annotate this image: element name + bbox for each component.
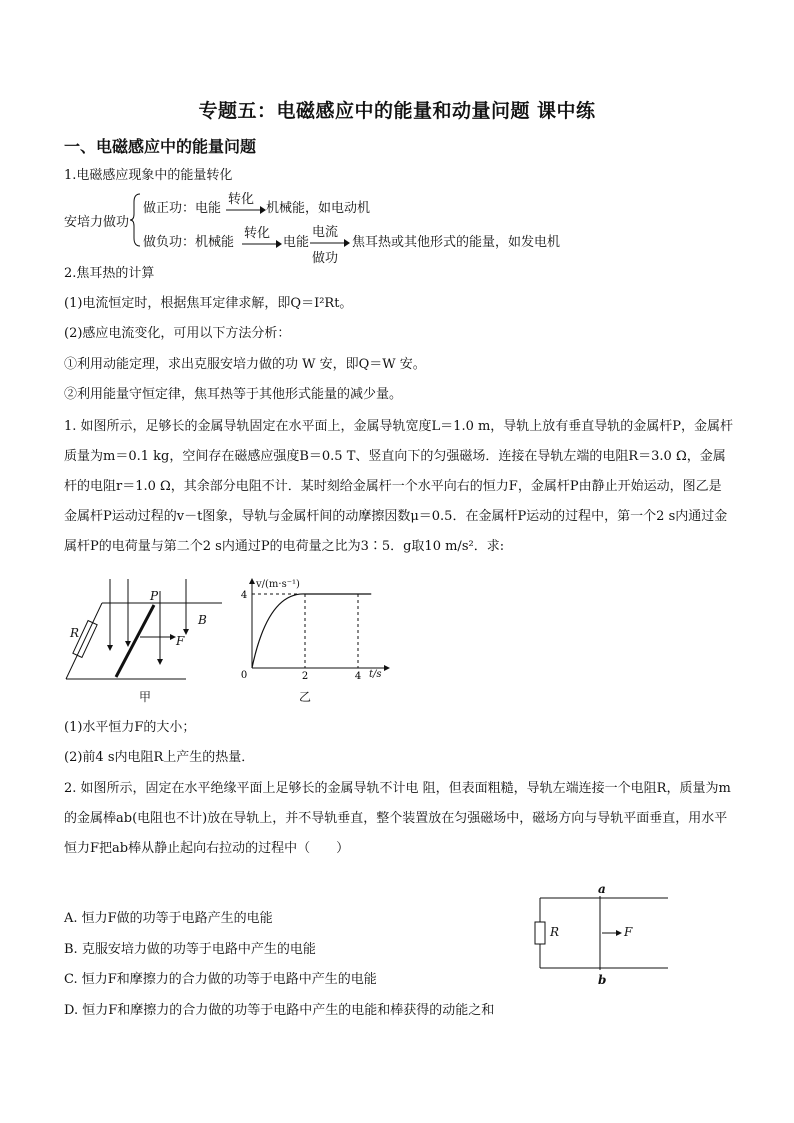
calc-line-2: (2)感应电流变化，可用以下方法分析： [64,326,291,341]
positive-work-suffix: 机械能，如电动机 [266,201,371,216]
label-R: R [70,626,80,640]
negative-work-suffix: 焦耳热或其他形式的能量，如发电机 [352,235,561,250]
chart-ylabel: v/(m·s⁻¹) [256,579,300,590]
figure-yi-caption: 乙 [299,690,312,704]
calc-line-1: (1)电流恒定时，根据焦耳定律求解，即Q＝I²Rt。 [64,296,353,311]
ampere-work-label: 安培力做功 [64,215,130,230]
figure-jia-caption: 甲 [139,690,152,704]
option-a[interactable]: A. 恒力F做的功等于电路产生的电能 [64,911,273,926]
question2-text: 2. 如图所示，固定在水平绝缘平面上足够长的金属导轨不计电 阻，但表面粗糙，导轨左端连接一个电阻R，质量为m的金属棒ab(电阻也不计)放在导轨上，并不导轨垂直，整个装置放在匀强磁场中，磁场方向与导轨平面垂直，用水平恒力F把ab棒从静止起向右拉动的过程中（ ） [64,781,731,856]
label-B: B [198,613,207,627]
option-b[interactable]: B. 克服安培力做的功等于电路中产生的电能 [64,942,316,957]
label-a: a [598,882,606,896]
option-c[interactable]: C. 恒力F和摩擦力的合力做的功等于电路中产生的电能 [64,972,377,987]
item1-heading: 1.电磁感应现象中的能量转化 [64,168,233,183]
section-heading-energy: 一、电磁感应中的能量问题 [64,137,257,156]
negative-arrow2-top: 电流 [312,225,339,240]
x-tick-label: 0 [240,670,248,681]
negative-work-mid: 电能 [283,235,310,250]
right-arrow-icon [242,239,282,249]
question1-text: 1. 如图所示，足够长的金属导轨固定在水平面上，金属导轨宽度L＝1.0 m，导轨上放有垂直导轨的金属杆P，金属杆质量为m＝0.1 kg，空间存在磁感应强度B＝0.5 T、竖直向下的匀强磁场．连接在导轨左端的电阻R＝3.0 Ω，金属杆的电阻r＝1.0 Ω，其余部分电阻不计．某时刻给金属杆一个水平向右的恒力F，金属杆P由静止开始运动，图乙是金属杆P运动过程的v－t图象，导轨与金属杆间的动摩擦因数μ＝0.5．在金属杆P运动的过程中，第一个2 s内通过金属杆P的电荷量与第二个2 s内通过P的电荷量之比为3∶5．g取10 m/s²．求: [64,419,734,554]
negative-arrow1-label: 转化 [244,226,271,241]
label-b: b [598,973,607,987]
series-line [252,594,371,668]
positive-arrow-label: 转化 [228,192,255,207]
item2-heading: 2.焦耳热的计算 [64,266,155,281]
label-F: F [176,634,185,648]
label-F-circuit: F [624,925,633,939]
page-title: 专题五：电磁感应中的能量和动量问题 课中练 [198,100,596,122]
brace-icon [130,192,142,248]
label-P: P [150,589,159,603]
x-tick-label: 4 [354,671,362,682]
vt-chart [234,578,394,683]
label-R-circuit: R [550,925,560,939]
x-tick-label: 2 [301,671,309,682]
option-d[interactable]: D. 恒力F和摩擦力的合力做的功等于电路中产生的电能和棒获得的动能之和 [64,1003,495,1018]
negative-work-prefix: 做负功：机械能 [143,235,235,250]
figure-jia-rails [64,575,234,695]
y-tick-label: 4 [240,590,248,601]
calc-line-3: ①利用动能定理，求出克服安培力做的功 W 安，即Q＝W 安。 [64,357,426,372]
negative-arrow2-bottom: 做功 [312,251,339,266]
positive-work-prefix: 做正功：电能 [143,201,222,216]
calc-line-4: ②利用能量守恒定律，焦耳热等于其他形式能量的减少量。 [64,387,403,402]
question1-sub1: (1)水平恒力F的大小； [64,720,196,735]
right-arrow-icon [226,205,266,215]
chart-xlabel: t/s [369,669,382,680]
question1-sub2: (2)前4 s内电阻R上产生的热量． [64,750,255,765]
